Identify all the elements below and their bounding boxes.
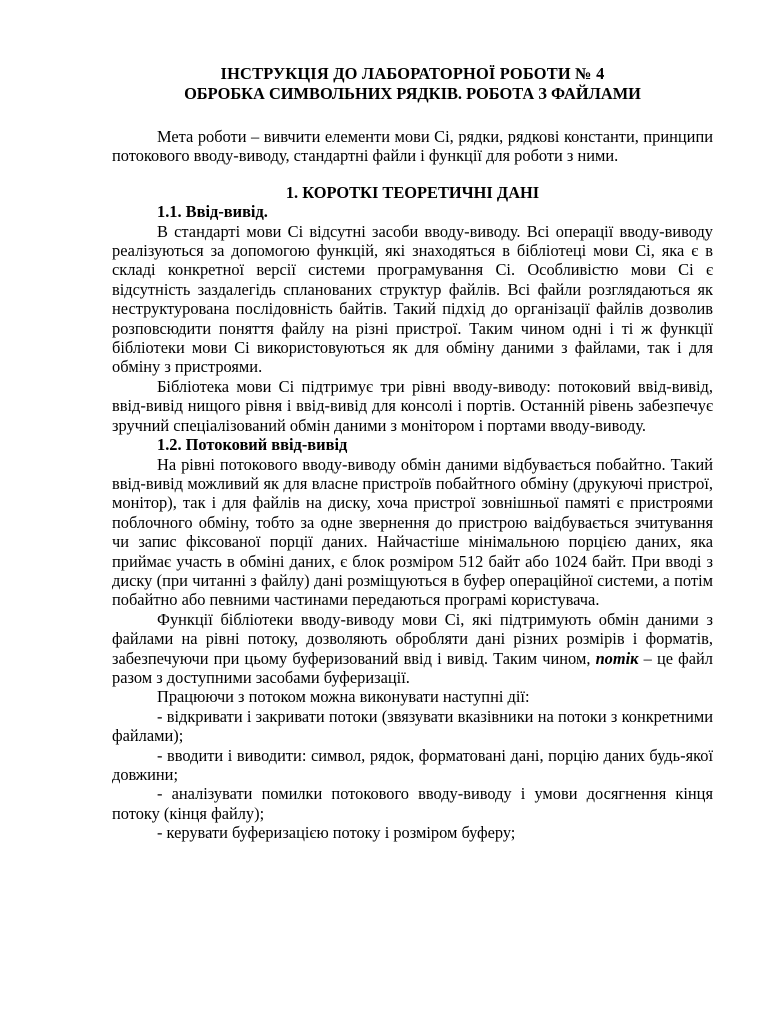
list-item: - керувати буферизацією потоку і розміром буферу; xyxy=(157,823,516,843)
paragraph: На рівні потокового вводу-виводу обмін даними відбувається побайтно. Такий ввід-вивід можливий як для власне пристроїв побайтного обміну (друкуючі пристрої, монітор), так і для файлів на диску, хоча пристрої зовнішньої памяті є пристроями поблочного обміну, тобто за одне звернення до пристрою ваідбувається зчитування чи запис фіксованої порції даних. Найчастіше мінімальною порцією даних, яка приймає участь в обміні даних, є блок розміром 512 байт або 1024 байт. При вводі з диску (при читанні з файлу) дані розміщуються в буфер операційної системи, а потім побайтно або певними частинами передаються програмі користувача. xyxy=(112,454,713,610)
list-item: - відкривати і закривати потоки (звязувати вказівники на потоки з конкретними файлами); xyxy=(112,706,713,746)
subsection-1-2-heading: 1.2. Потоковий ввід-вивід xyxy=(157,435,348,455)
paragraph: В стандарті мови Сі відсутні засоби вводу-виводу. Всі операції вводу-виводу реалізуються за допомогою функцій, які знаходяться в бібліотеці мови Сі, яка є в складі конкретної версії системи програмування Сі. Особливістю мови Сі є відсутність заздалегідь спланованих структур файлів. Всі файли розглядаються як неструктурована послідовність байтів. Такий підхід до організації файлів дозволив розповсюдити поняття файлу на різні пристрої. Таким чином одні і ті ж функції бібліотеки мови Сі використовуються як для обміну даними з файлами, так і для обміну з пристроями. xyxy=(112,221,713,377)
subsection-1-1-heading: 1.1. Ввід-вивід. xyxy=(157,202,268,222)
paragraph: Працюючи з потоком можна виконувати наступні дії: xyxy=(157,687,530,707)
paragraph-text: – це файл разом з доступними засобами буферизації. xyxy=(112,648,713,687)
section-1-heading: 1. КОРОТКІ ТЕОРЕТИЧНІ ДАНІ xyxy=(285,182,540,202)
document-subtitle: ОБРОБКА СИМВОЛЬНИХ РЯДКІВ. РОБОТА З ФАЙЛАМИ xyxy=(184,84,641,103)
document-page xyxy=(112,64,713,843)
paragraph xyxy=(112,610,713,688)
list-item: - аналізувати помилки потокового вводу-виводу і умови досягнення кінця потоку (кінця файлу); xyxy=(112,784,713,823)
paragraph-text: Функції бібліотеки вводу-виводу мови Сі, які підтримують обмін даними з файлами на рівні потоку, дозволяють обробляти дані різних розмірів і форматів, забезпечуючи при цьому буферизований ввід і вивід. Таким чином, xyxy=(112,609,713,668)
list-item: - вводити і виводити: символ, рядок, форматовані дані, порцію даних будь-якої довжини; xyxy=(112,745,713,784)
document-title: ІНСТРУКЦІЯ ДО ЛАБОРАТОРНОЇ РОБОТИ № 4 xyxy=(220,64,605,83)
goal-paragraph: Мета роботи – вивчити елементи мови Сі, рядки, рядкові константи, принципи потокового вводу-виводу, стандартні файли і функції для роботи з ними. xyxy=(112,127,713,166)
paragraph: Бібліотека мови Сі підтримує три рівні вводу-виводу: потоковий ввід-вивід, ввід-вивід нищого рівня і ввід-вивід для консолі і портів. Останній рівень забезпечує зручний спеціалізований обмін даними з монітором і портами вводу-виводу. xyxy=(112,376,713,435)
term-potik: потік xyxy=(595,648,639,668)
